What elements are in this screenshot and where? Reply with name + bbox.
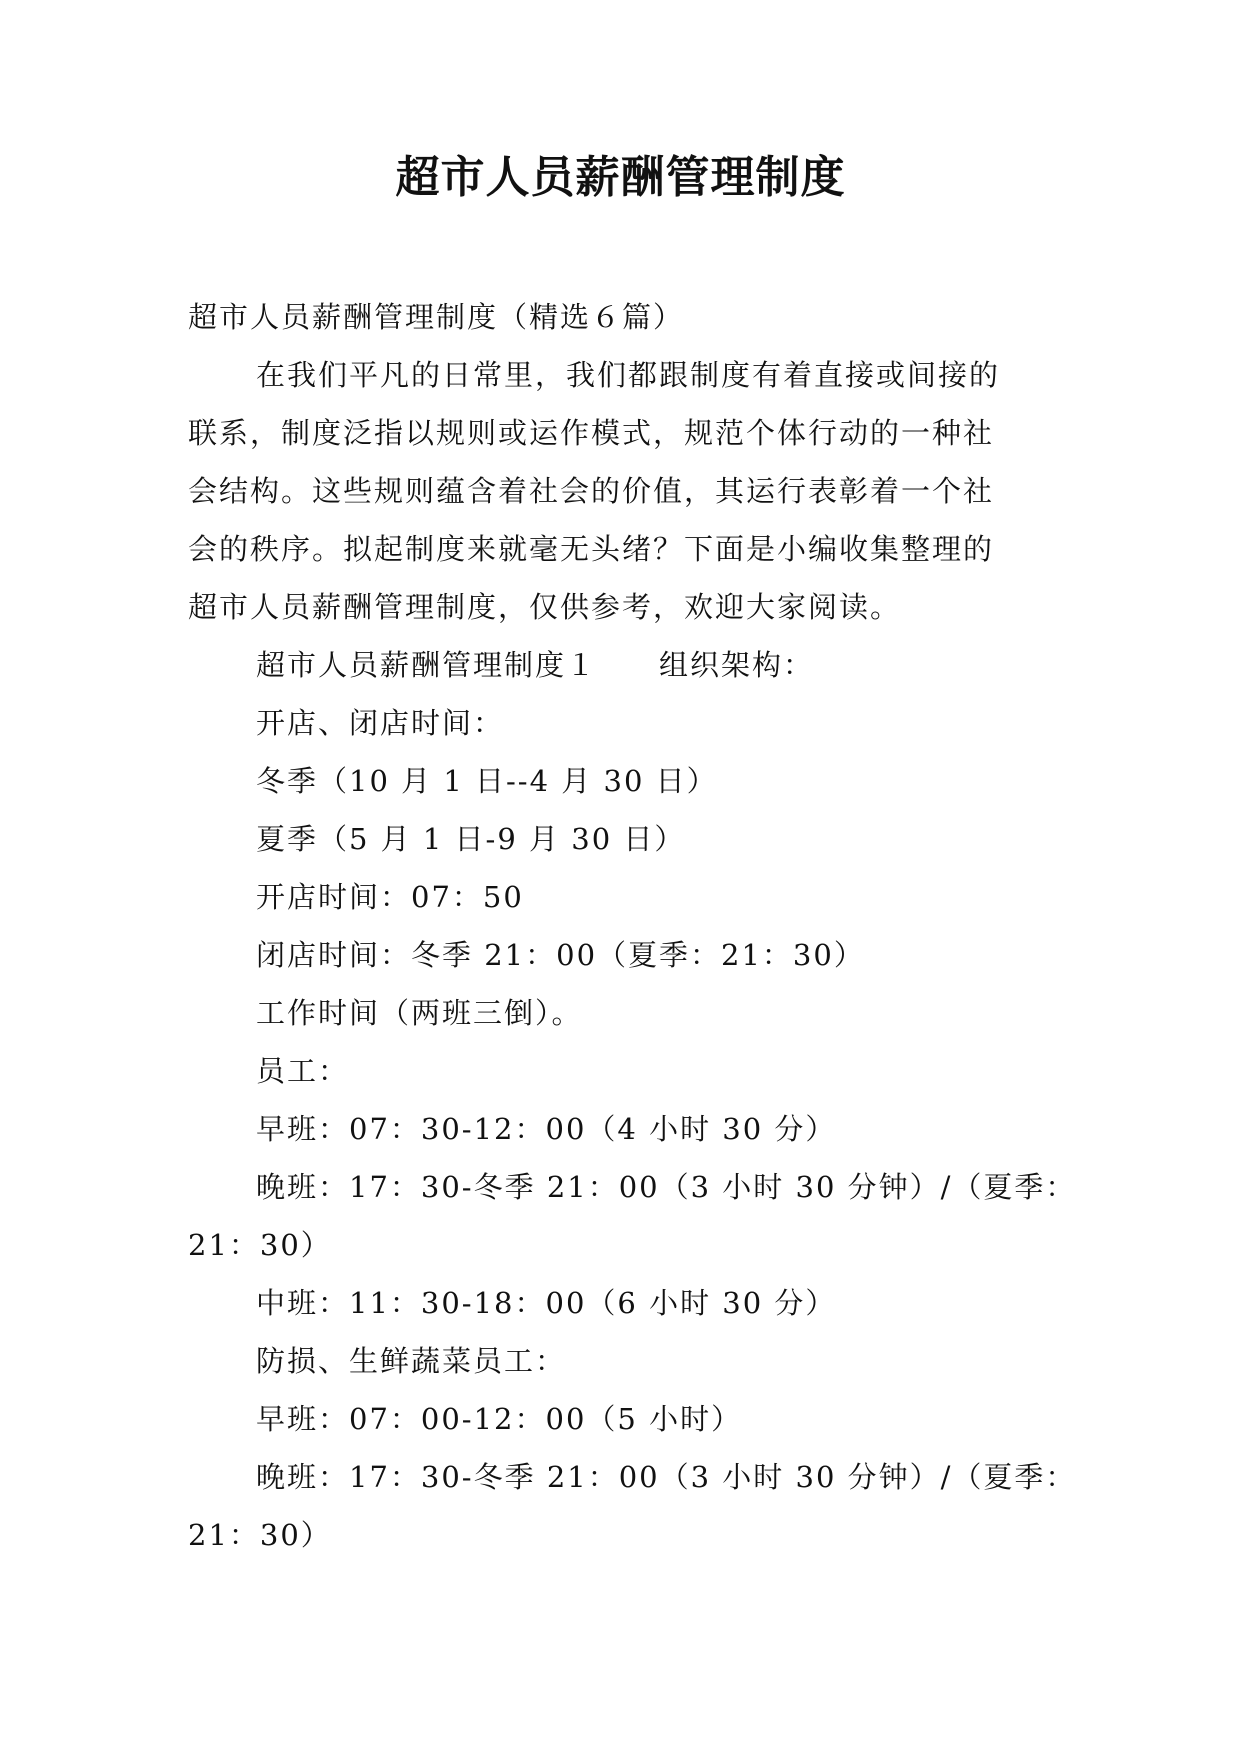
text-line: 闭店时间：冬季 21：00（夏季：21：30） — [256, 938, 865, 972]
text-line: 夏季（5 月 1 日-9 月 30 日） — [256, 822, 686, 856]
text-line: 防损、生鲜蔬菜员工： — [256, 1344, 567, 1378]
text-line: 超市人员薪酬管理制度（精选６篇） — [188, 300, 685, 334]
text-line: 早班：07：00-12：00（5 小时） — [256, 1402, 743, 1436]
text-line: 会的秩序。拟起制度来就毫无头绪？下面是小编收集整理的 — [188, 532, 995, 566]
document-title: 超市人员薪酬管理制度 — [395, 152, 846, 203]
text-line: 中班：11：30-18：00（6 小时 30 分） — [256, 1286, 837, 1320]
text-line: 超市人员薪酬管理制度１ 组织架构： — [256, 648, 815, 682]
text-line: 开店、闭店时间： — [256, 706, 505, 740]
text-line: 在我们平凡的日常里，我们都跟制度有着直接或间接的 — [256, 358, 1001, 392]
text-line: 冬季（10 月 1 日--4 月 30 日） — [256, 764, 718, 798]
text-line: 晚班：17：30-冬季 21：00（3 小时 30 分钟）/（夏季： — [256, 1170, 1077, 1204]
text-line: 晚班：17：30-冬季 21：00（3 小时 30 分钟）/（夏季： — [256, 1460, 1077, 1494]
text-line: 超市人员薪酬管理制度，仅供参考，欢迎大家阅读。 — [188, 590, 902, 624]
text-line: 工作时间（两班三倒）。 — [256, 996, 583, 1030]
text-line: 21：30） — [188, 1518, 332, 1552]
document-body — [188, 288, 1077, 1564]
text-line: 会结构。这些规则蕴含着社会的价值，其运行表彰着一个社 — [188, 474, 995, 508]
text-line: 联系，制度泛指以规则或运作模式，规范个体行动的一种社 — [188, 416, 995, 450]
text-line: 21：30） — [188, 1228, 332, 1262]
text-line: 早班：07：30-12：00（4 小时 30 分） — [256, 1112, 837, 1146]
text-line: 员工： — [256, 1054, 350, 1088]
text-line: 开店时间：07：50 — [256, 880, 524, 914]
